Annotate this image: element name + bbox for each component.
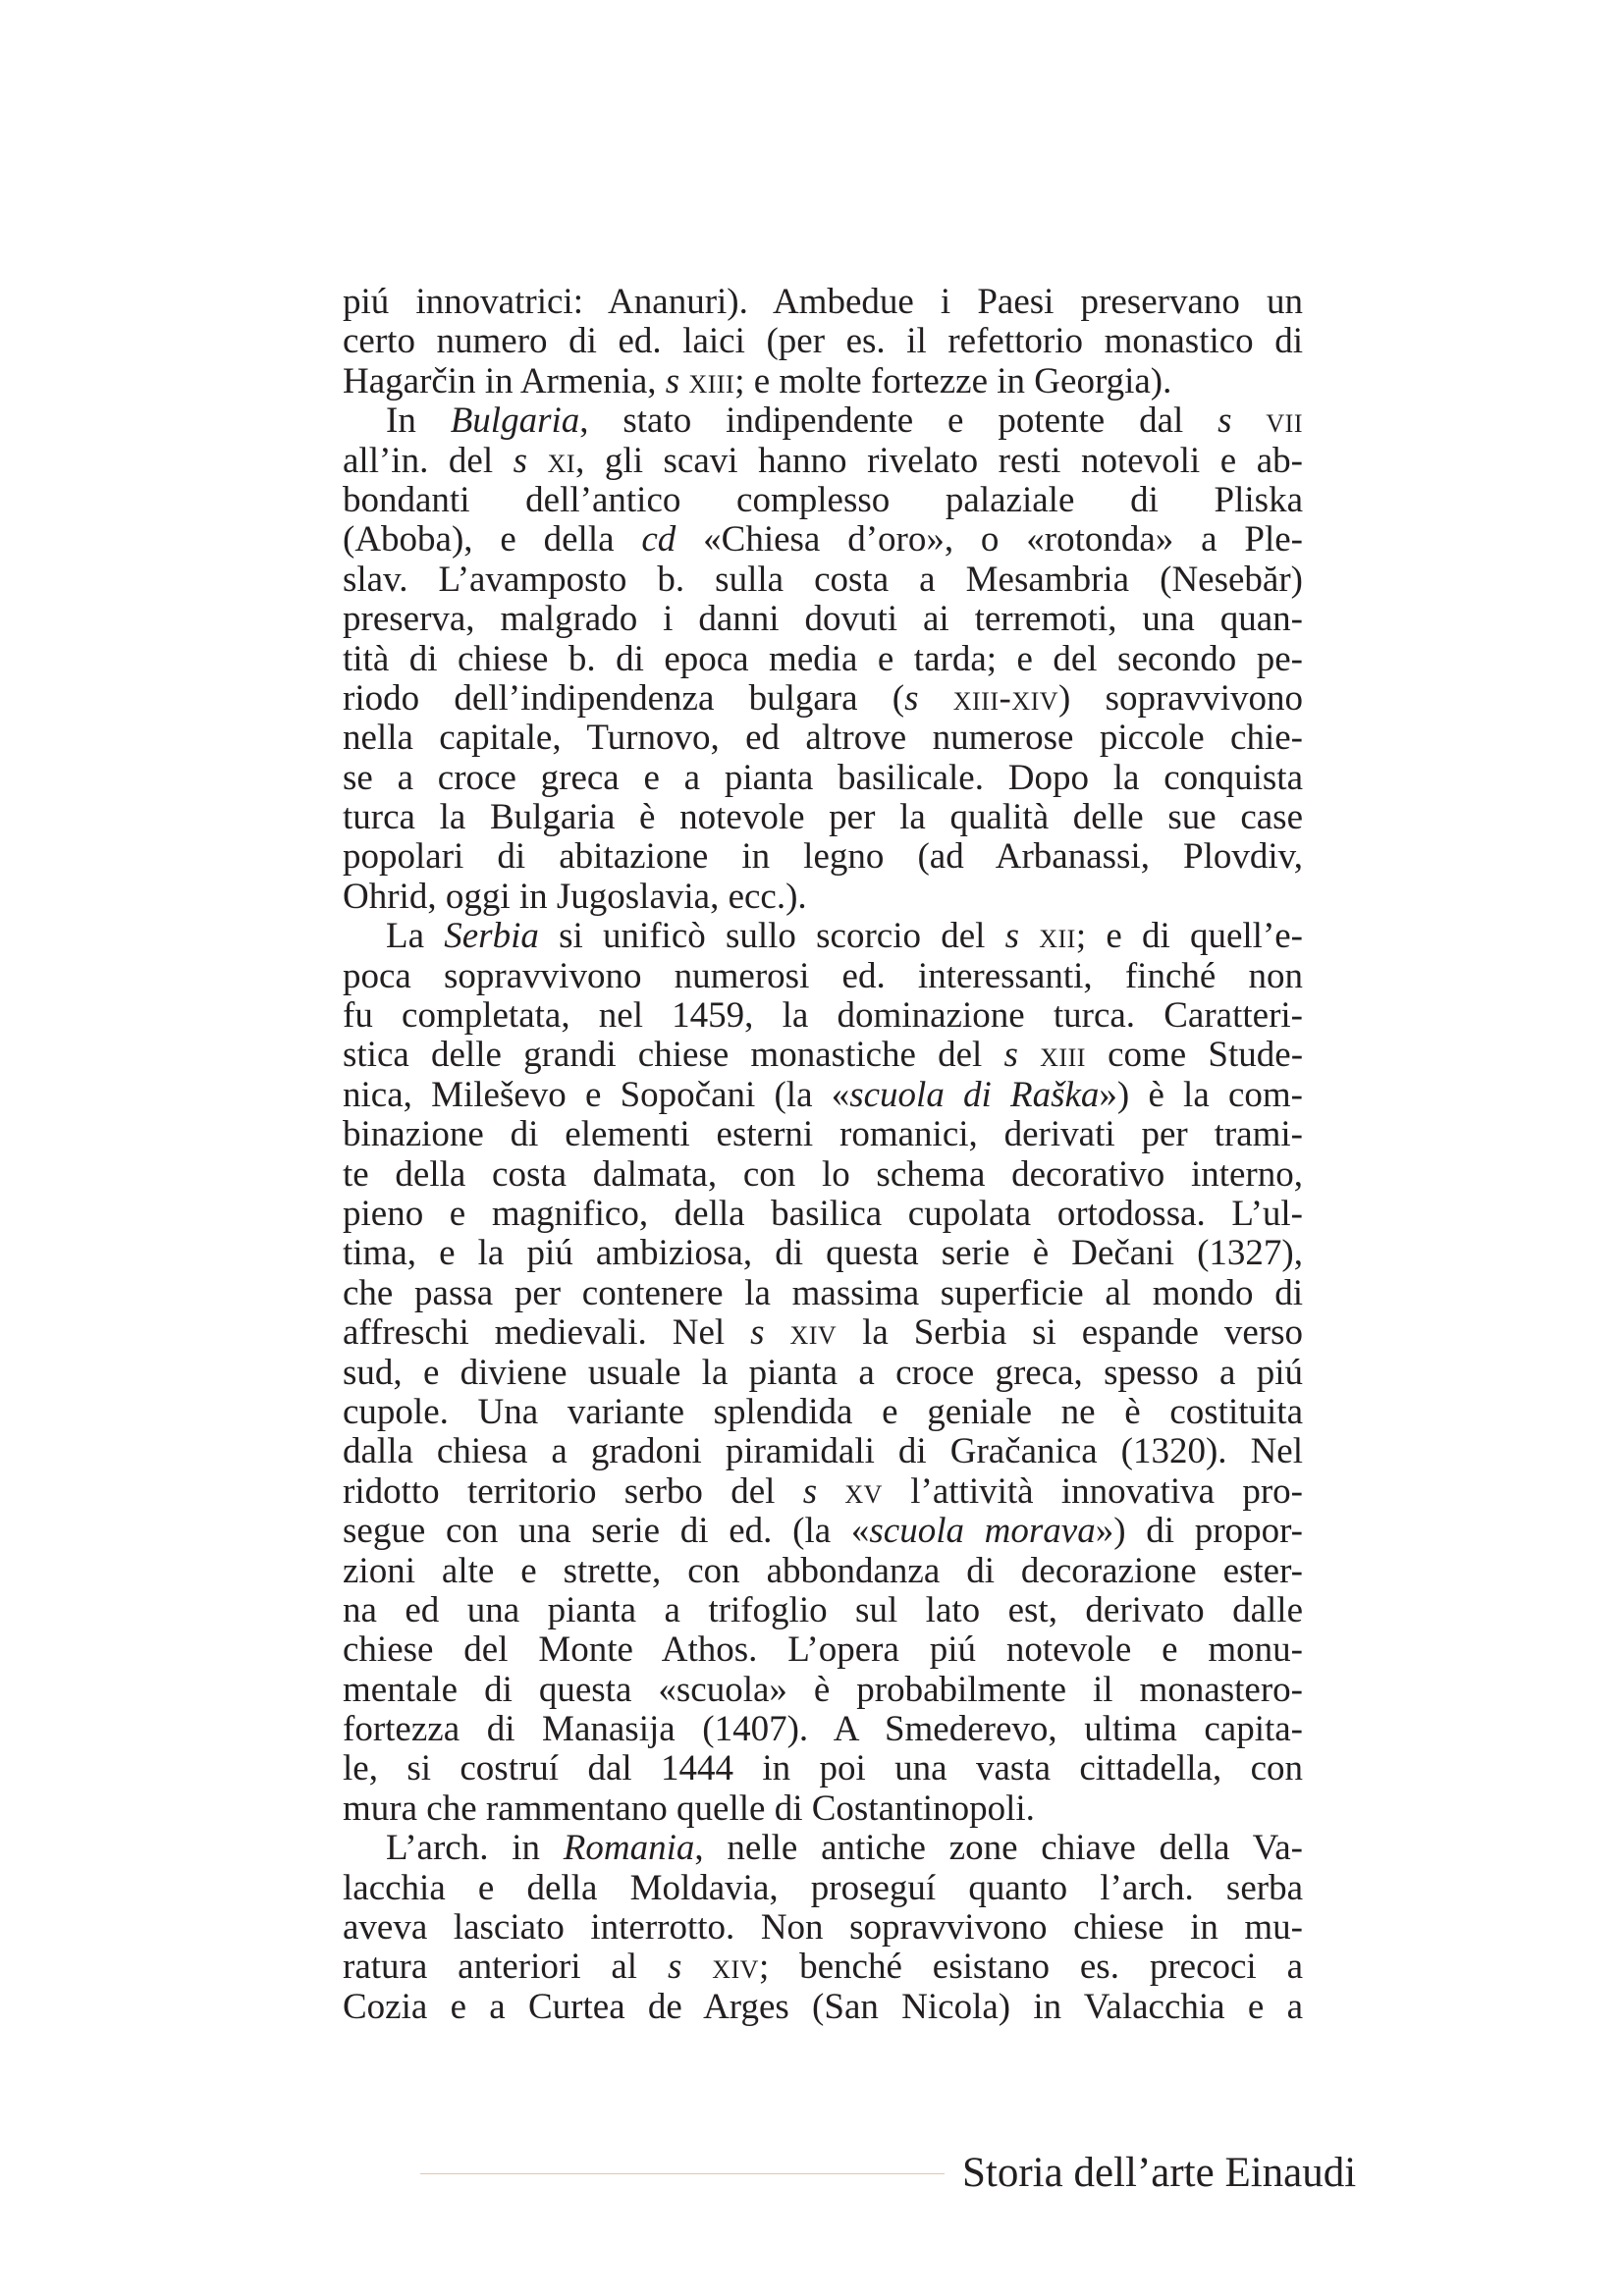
paragraph	[343, 283, 1303, 401]
text-run	[527, 441, 548, 481]
text-run: affreschi medievali. Nel	[343, 1312, 751, 1354]
paragraph	[343, 1829, 1303, 2027]
text-line	[343, 1195, 1303, 1234]
text-run: certo numero di ed. laici (per es. il refettorio monastico di	[343, 321, 1303, 362]
text-line	[343, 759, 1303, 798]
text-line	[343, 1829, 1303, 1868]
italic-run: s	[1217, 400, 1232, 442]
text-run: ; e di quell’e-	[1075, 916, 1304, 957]
text-run: aveva lasciato interrotto. Non sopravvivono chiese in mu-	[343, 1907, 1303, 1949]
text-run: ratura anteriori al	[343, 1947, 668, 1988]
small-caps-run: xii	[1039, 916, 1076, 957]
italic-run: s	[802, 1470, 818, 1512]
text-line	[343, 1591, 1303, 1630]
text-run: lacchia e della Moldavia, proseguí quanto l’arch. serba	[343, 1867, 1303, 1908]
text-line	[343, 1393, 1303, 1432]
text-run: fu completata, nel 1459, la dominazione turca. Caratteri-	[343, 995, 1303, 1037]
text-run: binazione di elementi esterni romanici, derivati per trami-	[343, 1114, 1303, 1155]
text-line	[343, 1630, 1303, 1670]
text-run	[765, 1312, 790, 1353]
text-run: na ed una pianta a trifoglio sul lato est, derivato dalle	[343, 1589, 1303, 1630]
text-run: In	[386, 400, 451, 442]
text-run: ») di propor-	[1095, 1511, 1303, 1552]
text-line	[343, 1432, 1303, 1471]
text-line	[343, 1908, 1303, 1948]
text-run: slav. L’avamposto b. sulla costa a Mesambria (Nesebăr)	[343, 559, 1303, 600]
text-line	[343, 679, 1303, 719]
page-footer	[420, 2150, 1382, 2197]
text-line	[343, 1115, 1303, 1154]
text-run: Hagarčin in Armenia,	[343, 360, 666, 401]
text-line	[343, 362, 1303, 401]
text-run: all’in. del	[343, 440, 514, 481]
text-run: fortezza di Manasija (1407). A Smederevo, ultima capita-	[343, 1709, 1303, 1750]
small-caps-run: xiv	[712, 1947, 759, 1988]
text-run: l’attività innovativa pro-	[882, 1470, 1304, 1512]
text-line	[343, 1671, 1303, 1710]
text-run: ; e molte fortezze in Georgia).	[734, 360, 1172, 401]
footer-rule	[420, 2173, 945, 2174]
text-run: riodo dell’indipendenza bulgara (	[343, 677, 905, 719]
text-run: ») è la com-	[1099, 1074, 1303, 1115]
text-line	[343, 1155, 1303, 1195]
italic-run: s	[665, 360, 680, 401]
text-run: dalla chiesa a gradoni piramidali di Gračanica (1320). Nel	[343, 1431, 1303, 1472]
text-line	[343, 1789, 1303, 1829]
text-line	[343, 481, 1303, 520]
text-line	[343, 996, 1303, 1036]
text-run	[1018, 1035, 1040, 1075]
text-line	[343, 1313, 1303, 1353]
text-run: , gli scavi hanno rivelato resti notevoli e ab-	[575, 440, 1304, 481]
text-run: tità di chiese b. di epoca media e tarda; e del secondo pe-	[343, 638, 1303, 679]
text-run: L’arch. in	[386, 1828, 564, 1869]
text-run: preserva, malgrado i danni dovuti ai terremoti, una quan-	[343, 599, 1303, 640]
text-line	[343, 1234, 1303, 1273]
italic-run: Bulgaria	[450, 400, 580, 442]
text-line	[343, 1036, 1303, 1075]
text-run	[1019, 916, 1039, 956]
small-caps-run: xiii	[1040, 1035, 1086, 1076]
text-run: turca la Bulgaria è notevole per la qualità delle sue case	[343, 797, 1303, 838]
text-line	[343, 878, 1303, 917]
text-line	[343, 442, 1303, 481]
text-line	[343, 322, 1303, 361]
text-run: nella capitale, Turnovo, ed altrove numerose piccole chie-	[343, 718, 1303, 759]
text-run: pieno e magnifico, della basilica cupolata ortodossa. L’ul-	[343, 1193, 1303, 1234]
text-line	[343, 719, 1303, 758]
italic-run: s	[750, 1312, 765, 1354]
text-run: Cozia e a Curtea de Arges (San Nicola) in Valacchia e a	[343, 1986, 1303, 2027]
text-run: poca sopravvivono numerosi ed. interessanti, finché non	[343, 955, 1303, 996]
text-line	[343, 283, 1303, 322]
text-run: mura che rammentano quelle di Costantinopoli.	[343, 1788, 1035, 1829]
text-run: segue con una serie di ed. (la «	[343, 1511, 870, 1552]
text-line	[343, 1354, 1303, 1393]
italic-run: scuola di Raška	[849, 1074, 1100, 1115]
text-line	[343, 917, 1303, 956]
text-run	[919, 678, 953, 719]
italic-run: scuola morava	[869, 1511, 1096, 1552]
small-caps-run: xi	[547, 440, 576, 481]
italic-run: s	[1004, 916, 1020, 957]
italic-run: s	[513, 440, 528, 481]
italic-run: Romania	[563, 1828, 695, 1869]
small-caps-run: xiii	[688, 360, 735, 401]
text-run: sud, e diviene usuale la pianta a croce greca, spesso a piú	[343, 1352, 1303, 1393]
text-run: come Stude-	[1085, 1035, 1304, 1076]
text-line	[343, 837, 1303, 877]
text-run: le, si costruí dal 1444 in poi una vasta cittadella, con	[343, 1748, 1303, 1789]
text-run: mentale di questa «scuola» è probabilmente il monastero-	[343, 1669, 1303, 1710]
small-caps-run: vii	[1266, 400, 1303, 442]
text-run: (Aboba), e della	[343, 519, 642, 561]
text-run	[681, 1947, 712, 1987]
text-run: stica delle grandi chiese monastiche del	[343, 1035, 1004, 1076]
text-run	[817, 1471, 844, 1512]
text-line	[343, 520, 1303, 560]
text-line	[343, 1552, 1303, 1591]
text-run: «Chiesa d’oro», o «rotonda» a Ple-	[676, 519, 1303, 561]
text-run: la Serbia si espande verso	[837, 1312, 1304, 1354]
text-run: , nelle antiche zone chiave della Va-	[694, 1828, 1303, 1869]
italic-run: s	[667, 1947, 682, 1988]
text-run: che passa per contenere la massima superficie al mondo di	[343, 1272, 1303, 1313]
text-line	[343, 561, 1303, 600]
small-caps-run: xiii-xiv	[952, 677, 1059, 719]
text-run: zioni alte e strette, con abbondanza di decorazione ester-	[343, 1550, 1303, 1591]
text-line	[343, 1749, 1303, 1789]
text-line	[343, 1869, 1303, 1908]
text-run: Ohrid, oggi in Jugoslavia, ecc.).	[343, 876, 807, 917]
body-text	[343, 283, 1303, 2027]
text-line	[343, 798, 1303, 837]
text-line	[343, 1472, 1303, 1512]
footer-title: Storia dell’arte Einaudi	[962, 2150, 1357, 2196]
text-line	[343, 1710, 1303, 1749]
text-run: nica, Mileševo e Sopočani (la «	[343, 1074, 850, 1115]
text-run: ridotto territorio serbo del	[343, 1470, 803, 1512]
paragraph	[343, 917, 1303, 1829]
text-run: si unificò sullo scorcio del	[538, 916, 1005, 957]
text-run: bondanti dell’antico complesso palaziale di Pliska	[343, 479, 1303, 520]
text-line	[343, 1948, 1303, 1987]
text-run: chiese del Monte Athos. L’opera piú notevole e monu-	[343, 1629, 1303, 1671]
text-line	[343, 1988, 1303, 2027]
text-run: tima, e la piú ambiziosa, di questa serie è Dečani (1327),	[343, 1233, 1303, 1274]
text-line	[343, 640, 1303, 679]
text-run: La	[386, 916, 445, 957]
small-caps-run: xv	[844, 1470, 883, 1512]
text-run	[1232, 400, 1267, 441]
italic-run: Serbia	[444, 916, 539, 957]
italic-run: cd	[641, 519, 676, 561]
text-line	[343, 1274, 1303, 1313]
italic-run: s	[904, 677, 919, 719]
text-run: se a croce greca e a pianta basilicale. Dopo la conquista	[343, 757, 1303, 798]
text-run: popolari di abitazione in legno (ad Arbanassi, Plovdiv,	[343, 836, 1303, 878]
text-run: ) sopravvivono	[1058, 677, 1304, 719]
text-run: ; benché esistano es. precoci a	[758, 1947, 1303, 1988]
paragraph	[343, 401, 1303, 917]
text-line	[343, 957, 1303, 996]
small-caps-run: xiv	[789, 1312, 838, 1354]
text-line	[343, 1512, 1303, 1551]
italic-run: s	[1003, 1035, 1018, 1076]
text-run: te della costa dalmata, con lo schema decorativo interno,	[343, 1153, 1303, 1195]
text-run: piú innovatrici: Ananuri). Ambedue i Paesi preservano un	[343, 282, 1303, 322]
text-run: , stato indipendente e potente dal	[579, 400, 1218, 442]
text-line	[343, 1076, 1303, 1115]
text-line	[343, 401, 1303, 441]
text-run: cupole. Una variante splendida e geniale ne è costituita	[343, 1391, 1303, 1432]
text-line	[343, 600, 1303, 639]
